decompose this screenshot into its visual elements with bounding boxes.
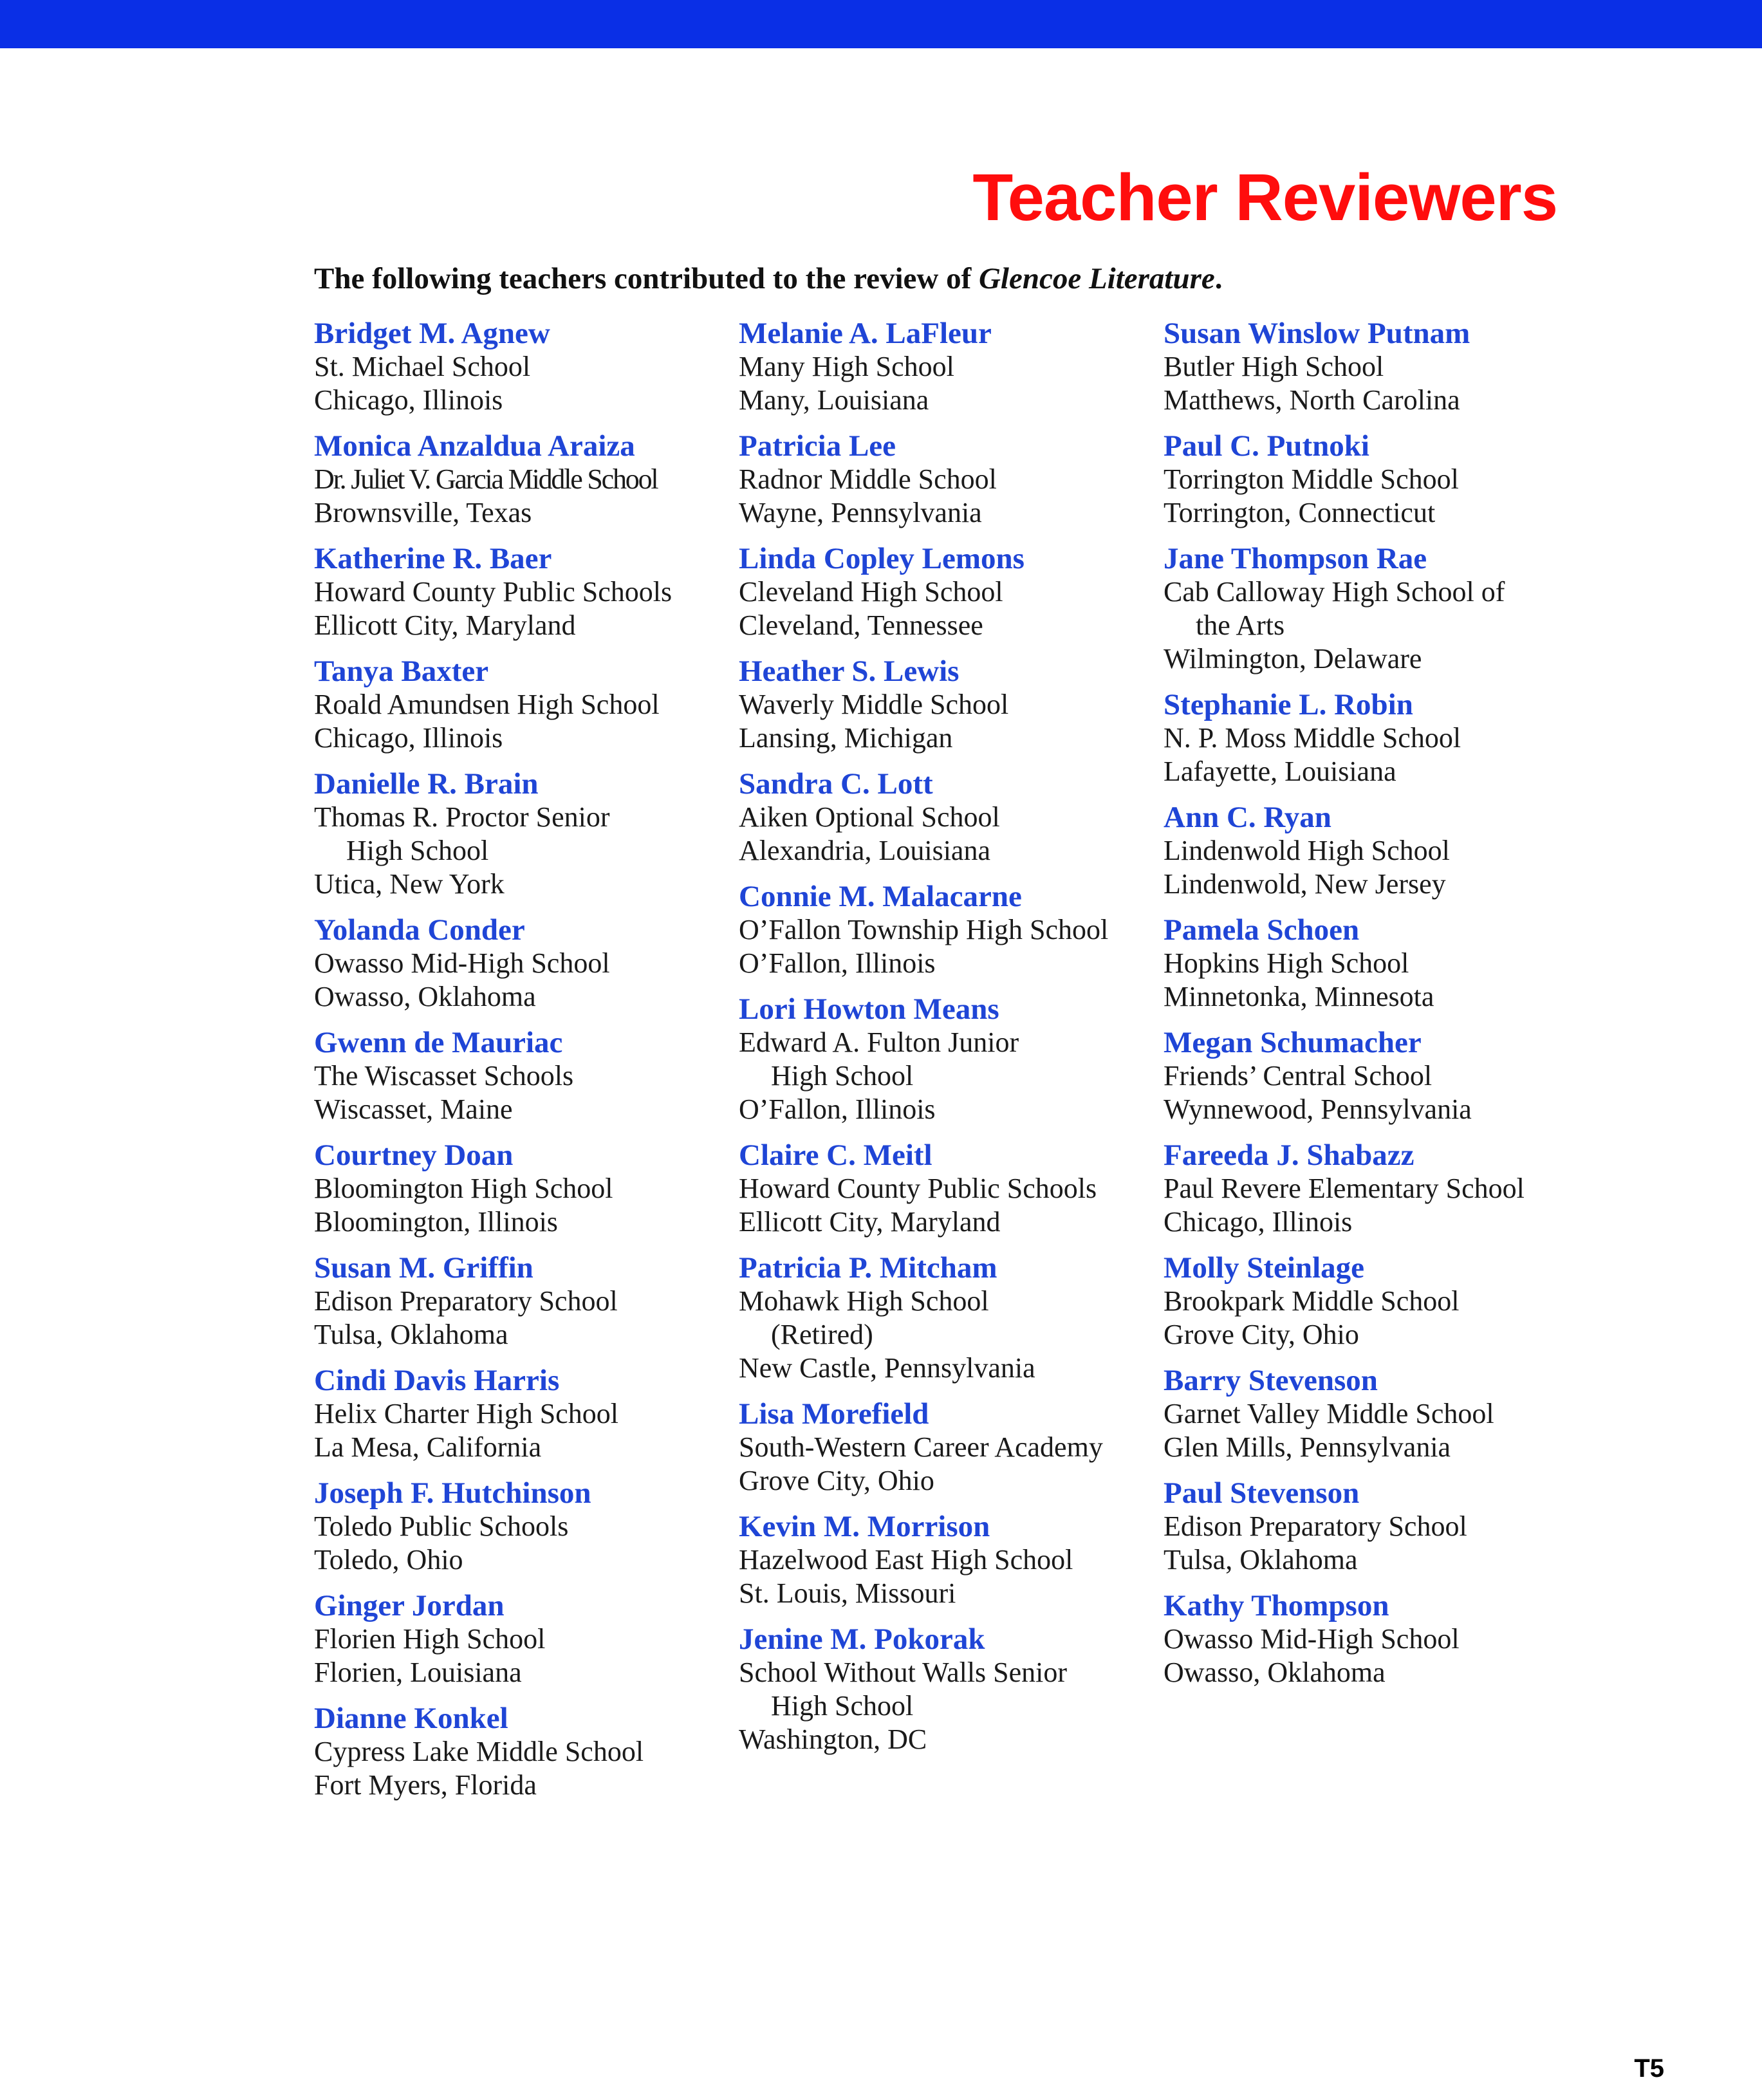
reviewer-name: Susan M. Griffin [314,1251,533,1285]
reviewer-location: Florien, Louisiana [314,1657,522,1688]
reviewer-name: Heather S. Lewis [739,655,960,688]
reviewer-entry [314,1138,739,1239]
reviewer-entry [1164,688,1588,788]
reviewer-name: Fareeda J. Shabazz [1164,1138,1414,1172]
reviewer-school: Bloomington High School [314,1173,613,1204]
reviewer-school: Mohawk High School [739,1285,989,1317]
reviewer-location: Lafayette, Louisiana [1164,756,1396,787]
reviewer-entry [739,767,1164,868]
reviewer-columns [314,317,1601,1814]
reviewer-school: South-Western Career Academy [739,1431,1103,1463]
reviewer-school: Torrington Middle School [1164,463,1459,495]
intro-lead: The following teachers contributed to the review of [314,262,979,295]
reviewer-school: High School [771,1060,914,1092]
reviewer-entry [1164,1476,1588,1577]
reviewer-school: Helix Charter High School [314,1398,618,1429]
reviewer-location: O’Fallon, Illinois [739,947,936,979]
reviewer-location: Fort Myers, Florida [314,1769,537,1801]
reviewer-entry [314,913,739,1014]
reviewer-location: Utica, New York [314,868,505,900]
reviewer-entry [314,542,739,642]
reviewer-entry [314,429,739,530]
reviewer-school: Thomas R. Proctor Senior [314,801,610,833]
reviewer-location: La Mesa, California [314,1431,542,1463]
reviewer-location: Wynnewood, Pennsylvania [1164,1093,1472,1125]
reviewer-entry [314,767,739,901]
reviewer-location: Wiscasset, Maine [314,1093,513,1125]
reviewer-name: Claire C. Meitl [739,1138,932,1172]
reviewer-location: New Castle, Pennsylvania [739,1352,1035,1384]
reviewer-name: Jane Thompson Rae [1164,542,1427,575]
reviewer-name: Paul Stevenson [1164,1476,1360,1510]
reviewer-school: Roald Amundsen High School [314,689,660,720]
reviewer-school: O’Fallon Township High School [739,914,1109,945]
reviewer-school: Many High School [739,351,954,382]
reviewer-name: Sandra C. Lott [739,767,933,801]
reviewer-location: Brownsville, Texas [314,497,532,528]
reviewer-school: Cab Calloway High School of [1164,576,1505,608]
reviewer-entry [1164,429,1588,530]
reviewer-location: Chicago, Illinois [1164,1206,1353,1238]
reviewer-location: Matthews, North Carolina [1164,384,1460,416]
reviewer-name: Kevin M. Morrison [739,1510,990,1543]
reviewer-entry [314,317,739,417]
reviewer-school: Toledo Public Schools [314,1510,569,1542]
reviewer-location: Lansing, Michigan [739,722,953,754]
reviewer-school: (Retired) [771,1319,873,1350]
reviewer-location: St. Louis, Missouri [739,1577,956,1609]
reviewer-school: Howard County Public Schools [739,1173,1097,1204]
reviewer-entry [739,655,1164,755]
reviewer-location: Owasso, Oklahoma [1164,1657,1386,1688]
reviewer-entry [739,880,1164,980]
reviewer-entry [1164,1026,1588,1126]
reviewer-entry [739,542,1164,642]
reviewer-name: Monica Anzaldua Araiza [314,429,635,463]
reviewer-entry [1164,317,1588,417]
reviewer-school: Howard County Public Schools [314,576,672,608]
reviewer-school: Garnet Valley Middle School [1164,1398,1494,1429]
reviewer-entry [739,992,1164,1126]
reviewer-school: Edison Preparatory School [314,1285,618,1317]
reviewer-name: Molly Steinlage [1164,1251,1364,1285]
reviewer-school: St. Michael School [314,351,531,382]
reviewer-name: Linda Copley Lemons [739,542,1025,575]
reviewer-name: Paul C. Putnoki [1164,429,1369,463]
reviewer-location: Alexandria, Louisiana [739,835,990,866]
reviewer-location: Ellicott City, Maryland [314,609,576,641]
reviewer-school: High School [346,835,489,866]
reviewer-name: Yolanda Conder [314,913,525,947]
reviewer-school: Butler High School [1164,351,1384,382]
reviewer-name: Megan Schumacher [1164,1026,1422,1059]
reviewer-entry [739,1622,1164,1756]
reviewer-name: Jenine M. Pokorak [739,1622,985,1656]
reviewer-location: O’Fallon, Illinois [739,1093,936,1125]
reviewer-entry [314,1589,739,1689]
intro-book-title: Glencoe Literature [978,262,1215,295]
reviewer-location: Bloomington, Illinois [314,1206,558,1238]
reviewer-name: Lisa Morefield [739,1397,929,1431]
reviewer-entry [739,1397,1164,1498]
reviewer-school: Friends’ Central School [1164,1060,1433,1092]
reviewer-location: Minnetonka, Minnesota [1164,981,1434,1012]
reviewer-name: Melanie A. LaFleur [739,317,992,350]
reviewer-school: Owasso Mid-High School [314,947,610,979]
reviewer-entry [314,1364,739,1464]
reviewer-location: Wayne, Pennsylvania [739,497,982,528]
reviewer-location: Grove City, Ohio [739,1465,934,1496]
reviewer-name: Ann C. Ryan [1164,801,1331,834]
reviewer-entry [739,429,1164,530]
reviewer-entry [739,1510,1164,1610]
reviewer-name: Patricia Lee [739,429,896,463]
reviewer-entry [1164,1251,1588,1352]
reviewer-column-2 [739,317,1164,1814]
reviewer-school: Edward A. Fulton Junior [739,1027,1019,1058]
reviewer-name: Susan Winslow Putnam [1164,317,1470,350]
reviewer-name: Barry Stevenson [1164,1364,1378,1397]
reviewer-name: Pamela Schoen [1164,913,1360,947]
reviewer-school: Aiken Optional School [739,801,1000,833]
reviewer-entry [314,1251,739,1352]
reviewer-name: Ginger Jordan [314,1589,505,1622]
reviewer-school: Radnor Middle School [739,463,997,495]
intro-text [314,263,1223,296]
reviewer-entry [1164,913,1588,1014]
reviewer-entry [314,655,739,755]
reviewer-school: Edison Preparatory School [1164,1510,1467,1542]
reviewer-entry [314,1702,739,1802]
reviewer-entry [1164,1138,1588,1239]
reviewer-school: Dr. Juliet V. Garcia Middle School [314,463,658,495]
reviewer-entry [739,317,1164,417]
reviewer-school: School Without Walls Senior [739,1657,1068,1688]
reviewer-school: N. P. Moss Middle School [1164,722,1461,754]
reviewer-entry [739,1138,1164,1239]
reviewer-school: Owasso Mid-High School [1164,1623,1460,1655]
page-number: T5 [1634,2054,1664,2083]
reviewer-name: Dianne Konkel [314,1702,508,1735]
reviewer-name: Stephanie L. Robin [1164,688,1413,721]
reviewer-entry [1164,1589,1588,1689]
reviewer-school: Lindenwold High School [1164,835,1450,866]
reviewer-school: Cleveland High School [739,576,1003,608]
reviewer-name: Joseph F. Hutchinson [314,1476,591,1510]
reviewer-name: Danielle R. Brain [314,767,539,801]
reviewer-location: Lindenwold, New Jersey [1164,868,1446,900]
reviewer-location: Glen Mills, Pennsylvania [1164,1431,1451,1463]
top-color-bar [0,0,1762,48]
reviewer-location: Owasso, Oklahoma [314,981,536,1012]
reviewer-name: Tanya Baxter [314,655,489,688]
reviewer-location: Many, Louisiana [739,384,929,416]
reviewer-entry [1164,1364,1588,1464]
reviewer-name: Lori Howton Means [739,992,999,1026]
reviewer-location: Ellicott City, Maryland [739,1206,1001,1238]
reviewer-school: Hopkins High School [1164,947,1409,979]
reviewer-school: Brookpark Middle School [1164,1285,1460,1317]
reviewer-location: Toledo, Ohio [314,1544,463,1575]
reviewer-name: Courtney Doan [314,1138,514,1172]
reviewer-school: the Arts [1196,609,1285,641]
reviewer-name: Patricia P. Mitcham [739,1251,997,1285]
reviewer-entry [739,1251,1164,1385]
reviewer-name: Katherine R. Baer [314,542,552,575]
reviewer-school: Waverly Middle School [739,689,1009,720]
reviewer-school: Hazelwood East High School [739,1544,1073,1575]
reviewer-location: Cleveland, Tennessee [739,609,983,641]
reviewer-school: Cypress Lake Middle School [314,1736,644,1767]
reviewer-school: High School [771,1690,914,1722]
reviewer-school: Paul Revere Elementary School [1164,1173,1525,1204]
reviewer-location: Grove City, Ohio [1164,1319,1359,1350]
reviewer-column-1 [314,317,739,1814]
reviewer-location: Wilmington, Delaware [1164,643,1422,674]
reviewer-entry [314,1476,739,1577]
reviewer-name: Bridget M. Agnew [314,317,550,350]
reviewer-entry [1164,801,1588,901]
reviewer-location: Chicago, Illinois [314,384,503,416]
page-title: Teacher Reviewers [972,160,1557,234]
reviewer-name: Connie M. Malacarne [739,880,1022,913]
reviewer-location: Tulsa, Oklahoma [314,1319,508,1350]
reviewer-school: Florien High School [314,1623,546,1655]
reviewer-entry [314,1026,739,1126]
reviewer-school: The Wiscasset Schools [314,1060,574,1092]
reviewer-location: Chicago, Illinois [314,722,503,754]
reviewer-name: Kathy Thompson [1164,1589,1389,1622]
reviewer-location: Tulsa, Oklahoma [1164,1544,1358,1575]
reviewer-location: Washington, DC [739,1724,927,1755]
reviewer-name: Cindi Davis Harris [314,1364,560,1397]
reviewer-location: Torrington, Connecticut [1164,497,1436,528]
intro-end: . [1214,262,1223,295]
reviewer-column-3 [1164,317,1588,1814]
reviewer-entry [1164,542,1588,676]
reviewer-name: Gwenn de Mauriac [314,1026,563,1059]
